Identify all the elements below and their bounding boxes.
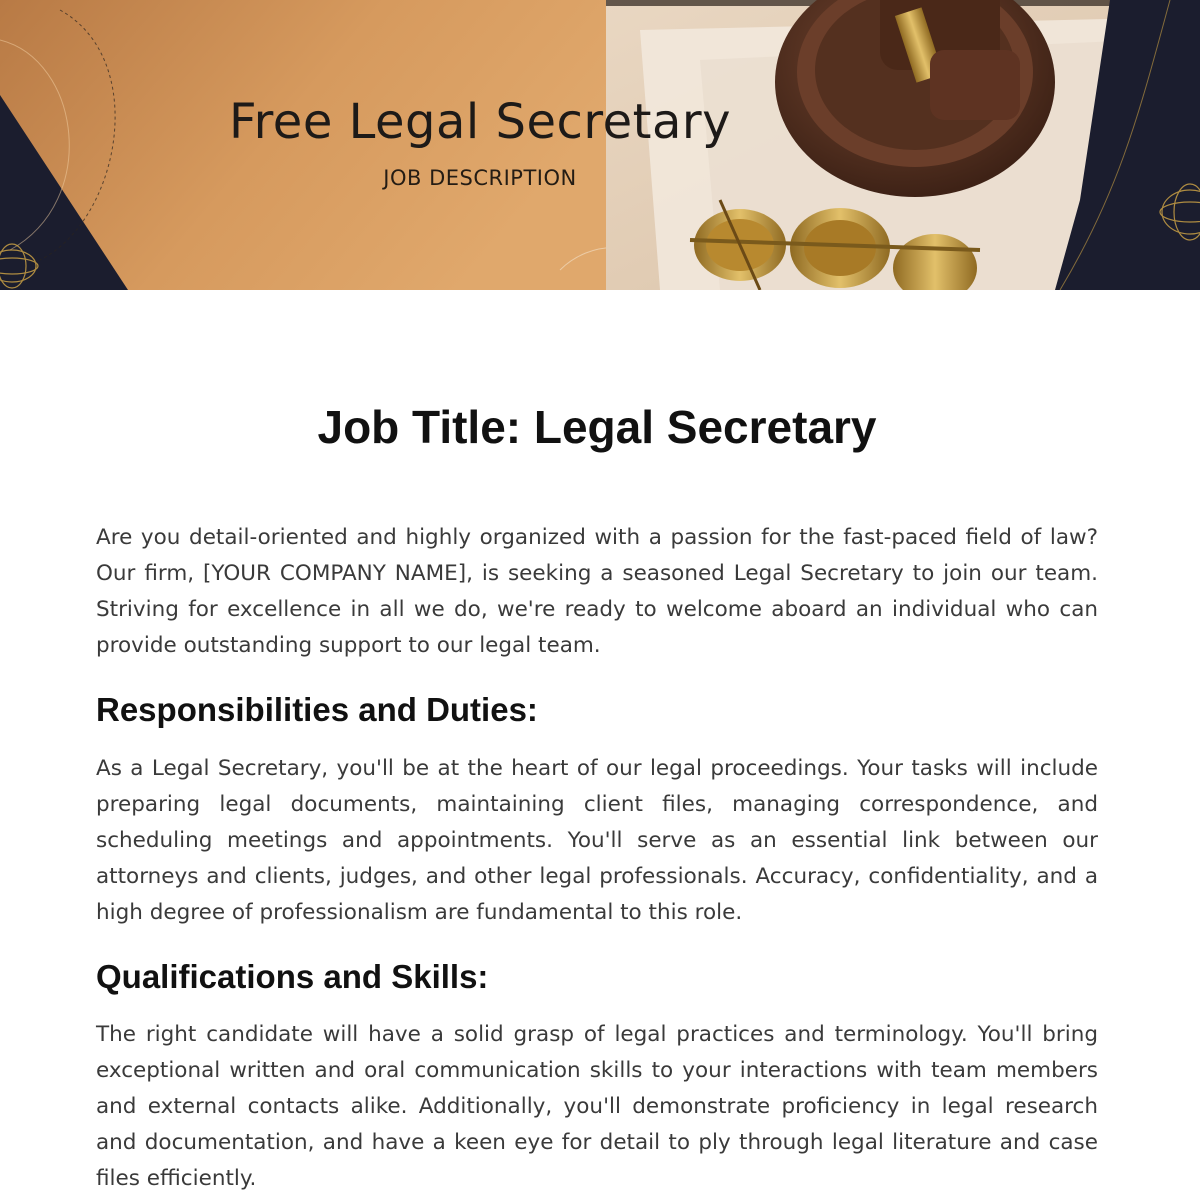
section-paragraph: As a Legal Secretary, you'll be at the heart of our legal proceedings. Your tasks will include preparing legal documents, maintaining client files, managing correspondence, and scheduling meetings and appointments. You'll serve as an essential link between our attorneys and clients, judges, and other legal professionals. Accuracy, confidentiality, and a high degree of professionalism are fundamental to this role. xyxy=(96,755,1098,925)
banner-title: Free Legal Secretary xyxy=(229,94,731,150)
intro-paragraph: Are you detail-oriented and highly organized with a passion for the fast-paced field of law? Our firm, [YOUR COMPANY NAME], is seeking a seasoned Legal Secretary to join our team. Striving for excellence in all we do, we're ready to welcome aboard an individual who can provide outstanding support to our legal team. xyxy=(96,525,1098,659)
section-paragraph: The right candidate will have a solid grasp of legal practices and terminology. You'll bring exceptional written and oral communication skills to your interactions with team members and external contacts alike. Additionally, you'll demonstrate proficiency in legal research and documentation, and have a keen eye for detail to ply through legal literature and case files efficiently. xyxy=(96,1022,1098,1192)
job-title-heading: Job Title: Legal Secretary xyxy=(317,401,877,453)
section-responsibilities xyxy=(96,690,1098,931)
document-body xyxy=(96,400,1098,1197)
section-heading: Responsibilities and Duties: xyxy=(96,691,538,729)
banner-subtitle: JOB DESCRIPTION xyxy=(383,166,577,190)
section-qualifications xyxy=(96,957,1098,1198)
header-banner xyxy=(0,0,1200,290)
section-heading: Qualifications and Skills: xyxy=(96,957,489,995)
